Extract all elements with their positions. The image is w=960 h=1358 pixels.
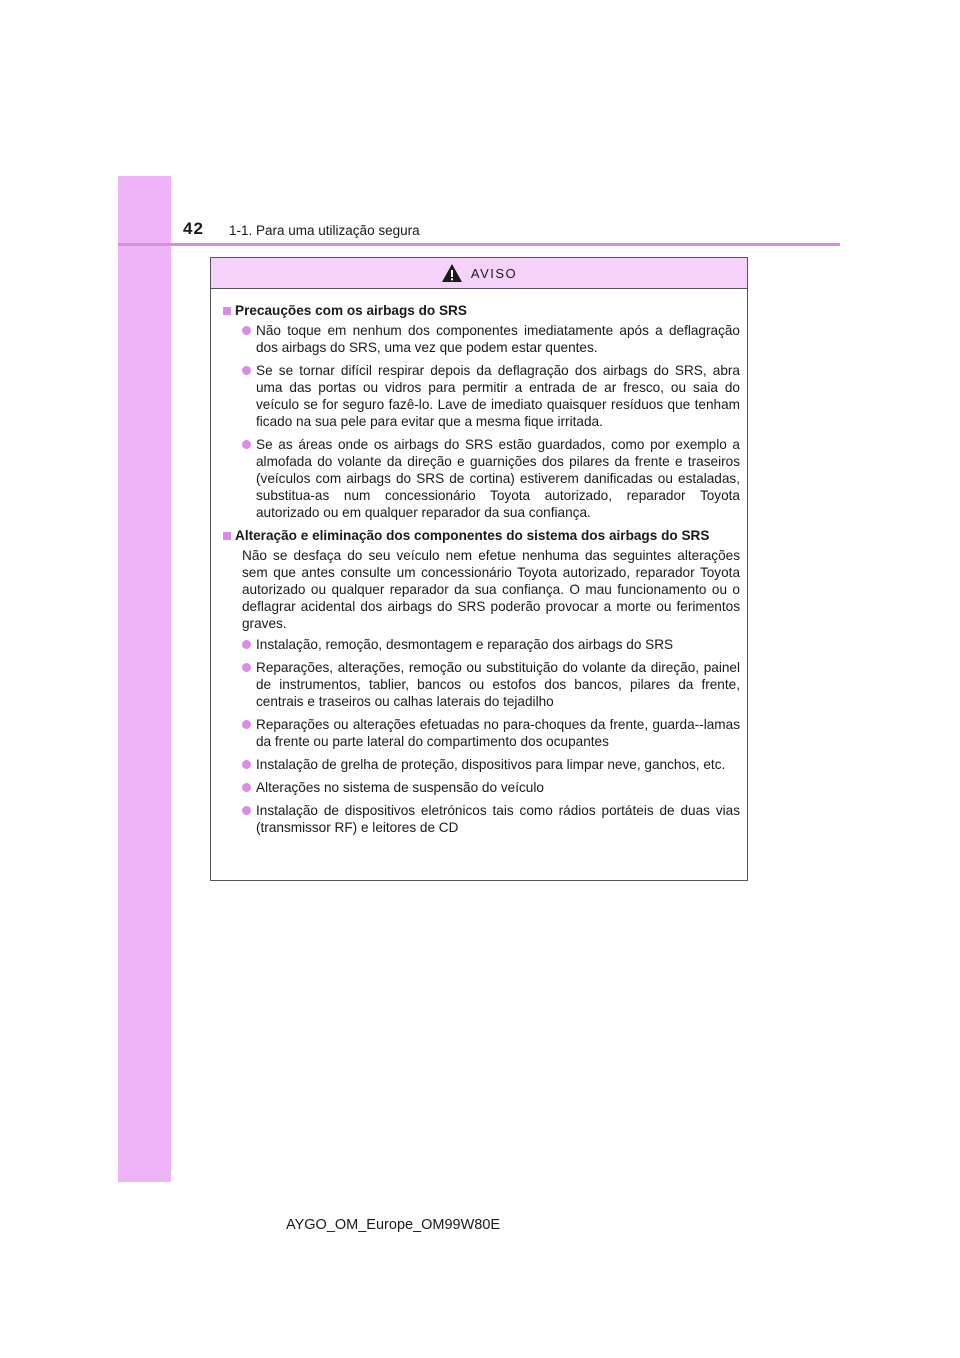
section-heading-text: Alteração e eliminação dos componentes do sistema dos airbags do SRS [235, 528, 710, 543]
list-item [242, 436, 740, 521]
section-heading-text: Precauções com os airbags do SRS [235, 303, 467, 318]
list-item [242, 362, 740, 430]
list-item-text: Instalação de dispositivos eletrónicos tais como rádios portáteis de duas vias (transmissor RF) e leitores de CD [256, 803, 740, 835]
list-item-text: Se as áreas onde os airbags do SRS estão guardados, como por exemplo a almofada do volante da direção e guarnições dos pilares da frente e traseiros (veículos com airbags do SRS de cortina) estiverem danificadas ou estaladas, substitua-as num concessionário Toyota autorizado, reparador Toyota autorizado ou em qualquer reparador da sua confiança. [256, 437, 740, 520]
bullet-dot-icon [242, 663, 251, 672]
list-item [242, 659, 740, 710]
bullet-dot-icon [242, 326, 251, 335]
list-item [242, 322, 740, 356]
bullet-dot-icon [242, 640, 251, 649]
list-item [242, 756, 740, 773]
list-item-text: Reparações, alterações, remoção ou substituição do volante da direção, painel de instrumentos, tablier, bancos ou estofos dos bancos, pilares da frente, centrais e traseiros ou calhas laterais do tejadilho [256, 660, 740, 709]
warning-label: AVISO [470, 265, 518, 281]
list-item-text: Alterações no sistema de suspensão do veículo [256, 780, 544, 795]
list-item [242, 779, 740, 796]
square-bullet-icon [223, 532, 231, 540]
square-bullet-icon [223, 307, 231, 315]
bullet-dot-icon [242, 806, 251, 815]
list-item-text: Reparações ou alterações efetuadas no para-choques da frente, guarda--lamas da frente ou parte lateral do compartimento dos ocupantes [256, 717, 740, 749]
section-heading [223, 527, 740, 544]
list-item-text: Instalação, remoção, desmontagem e reparação dos airbags do SRS [256, 637, 674, 652]
section-heading [223, 302, 740, 319]
list-item-text: Instalação de grelha de proteção, dispositivos para limpar neve, ganchos, etc. [256, 757, 726, 772]
list-item [242, 636, 740, 653]
list-item-text: Se se tornar difícil respirar depois da deflagração dos airbags do SRS, abra uma das portas ou vidros para permitir a entrada de ar fresco, ou saia do veículo se for seguro fazê-lo. Lave de imediato quaisquer resíduos que tenham ficado na sua pele para evitar que a mesma fique irritada. [256, 363, 740, 429]
bullet-dot-icon [242, 783, 251, 792]
section-intro: Não se desfaça do seu veículo nem efetue nenhuma das seguintes alterações sem que antes consulte um concessionário Toyota autorizado, reparador Toyota autorizado ou qualquer reparador da sua confiança. O mau funcionamento ou o deflagrar acidental dos airbags do SRS poderão provocar a morte ou ferimentos graves. [242, 548, 740, 631]
side-color-bar [118, 176, 171, 1182]
warning-box [210, 257, 748, 881]
warning-header [211, 258, 747, 289]
header-divider [118, 243, 840, 246]
list-item [242, 802, 740, 836]
bullet-dot-icon [242, 366, 251, 375]
bullet-dot-icon [242, 720, 251, 729]
section-title: 1-1. Para uma utilização segura [229, 223, 420, 238]
list-item [242, 716, 740, 750]
warning-body [211, 289, 747, 836]
warning-triangle-icon [441, 263, 463, 283]
document-code: AYGO_OM_Europe_OM99W80E [286, 1217, 501, 1233]
page-number: 42 [183, 219, 204, 238]
bullet-dot-icon [242, 760, 251, 769]
bullet-dot-icon [242, 440, 251, 449]
list-item-text: Não toque em nenhum dos componentes imediatamente após a deflagração dos airbags do SRS, uma vez que podem estar quentes. [256, 323, 740, 355]
